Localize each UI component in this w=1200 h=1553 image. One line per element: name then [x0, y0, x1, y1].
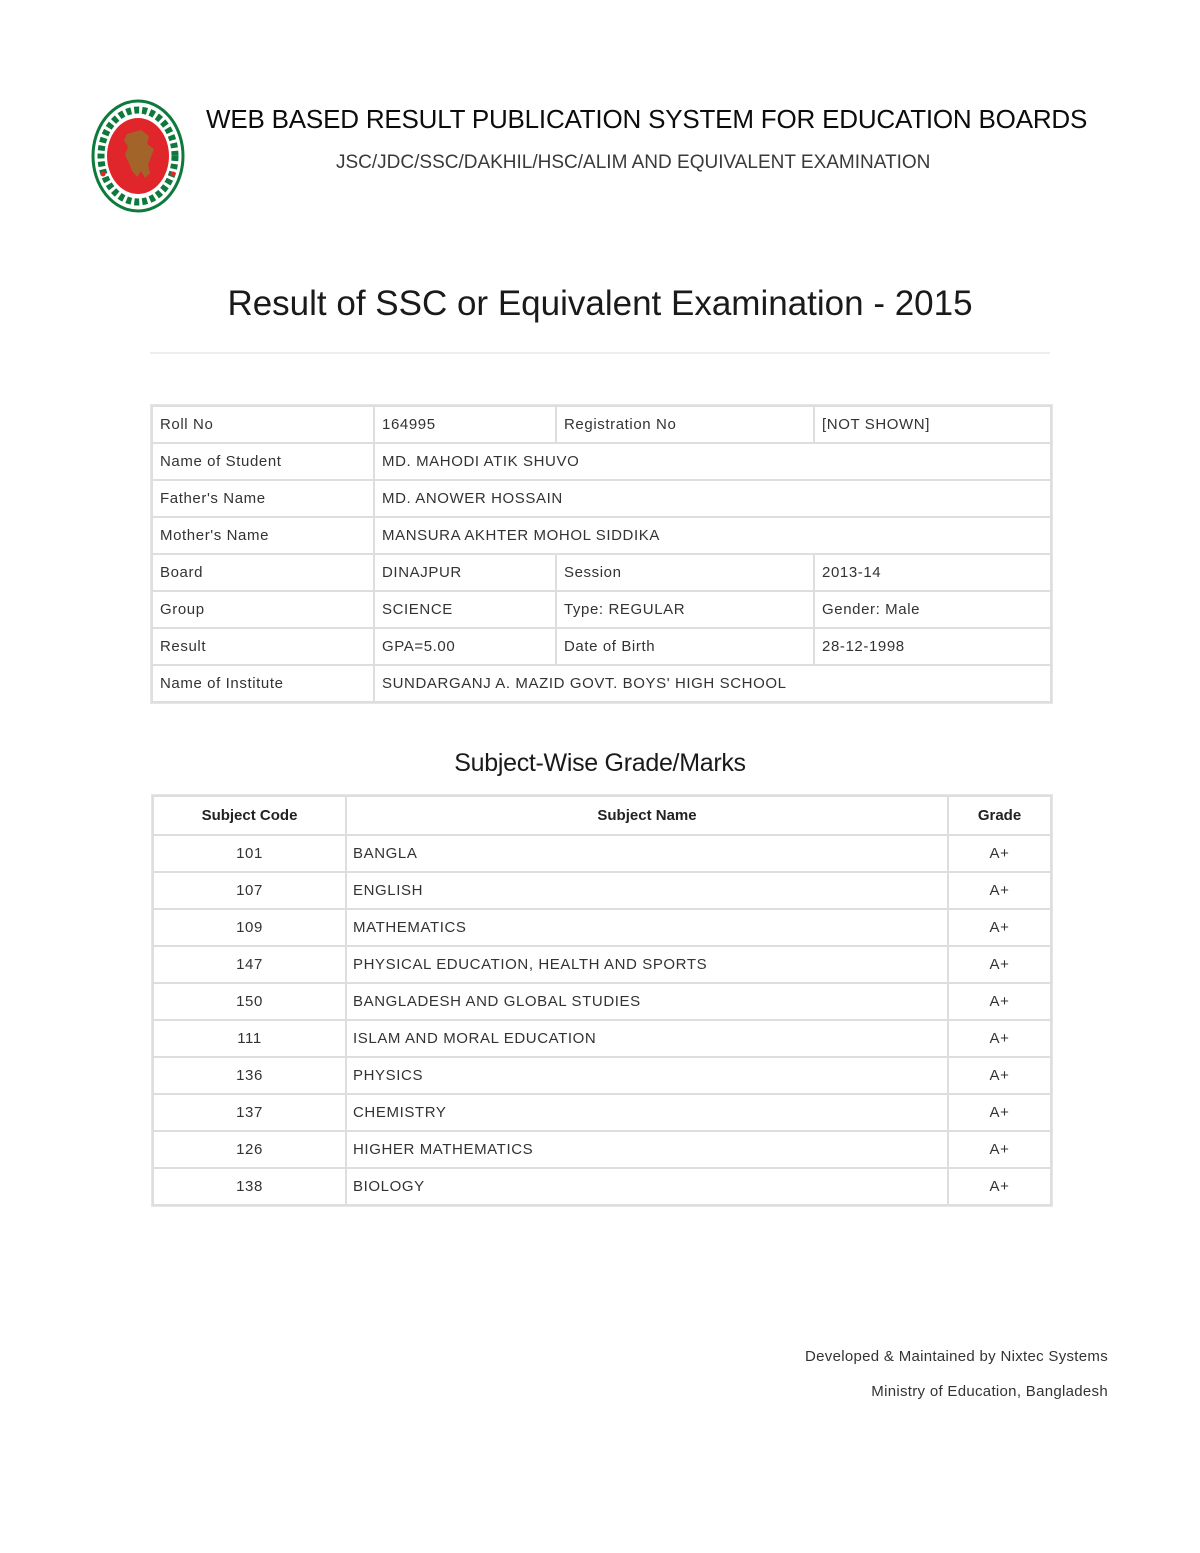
subject-code: 150 — [153, 983, 346, 1020]
exam-type: Type: REGULAR — [556, 591, 814, 628]
institute-value: SUNDARGANJ A. MAZID GOVT. BOYS' HIGH SCHOOL — [374, 665, 1051, 702]
father-name-value: MD. ANOWER HOSSAIN — [374, 480, 1051, 517]
subject-code: 137 — [153, 1094, 346, 1131]
student-info-table — [151, 405, 1052, 703]
subject-grade: A+ — [948, 1131, 1051, 1168]
subject-code: 107 — [153, 872, 346, 909]
subject-name: ENGLISH — [346, 872, 948, 909]
subject-grade: A+ — [948, 1020, 1051, 1057]
footer-developer: Developed & Maintained by Nixtec Systems — [805, 1348, 1108, 1365]
subject-name: PHYSICS — [346, 1057, 948, 1094]
subject-grade: A+ — [948, 872, 1051, 909]
info-row-group — [152, 591, 1051, 628]
footer-ministry: Ministry of Education, Bangladesh — [871, 1383, 1108, 1400]
table-row — [153, 909, 1051, 946]
table-row — [153, 1020, 1051, 1057]
subject-grade: A+ — [948, 835, 1051, 872]
registration-value: [NOT SHOWN] — [814, 406, 1051, 443]
student-name-value: MD. MAHODI ATIK SHUVO — [374, 443, 1051, 480]
subject-name: HIGHER MATHEMATICS — [346, 1131, 948, 1168]
subject-grade: A+ — [948, 1057, 1051, 1094]
subject-grade: A+ — [948, 946, 1051, 983]
header-title: WEB BASED RESULT PUBLICATION SYSTEM FOR EDUCATION BOARDS — [206, 104, 1088, 134]
roll-value: 164995 — [374, 406, 556, 443]
page-title: Result of SSC or Equivalent Examination - 2015 — [227, 284, 973, 323]
subject-code: 138 — [153, 1168, 346, 1205]
group-label: Group — [152, 591, 374, 628]
header-subtitle: JSC/JDC/SSC/DAKHIL/HSC/ALIM AND EQUIVALENT EXAMINATION — [336, 152, 931, 173]
table-row — [153, 946, 1051, 983]
board-value: DINAJPUR — [374, 554, 556, 591]
subjects-header-row — [153, 796, 1051, 835]
subject-name: MATHEMATICS — [346, 909, 948, 946]
table-row — [153, 835, 1051, 872]
subject-grade: A+ — [948, 1094, 1051, 1131]
table-row — [153, 1131, 1051, 1168]
session-label: Session — [556, 554, 814, 591]
subject-code: 101 — [153, 835, 346, 872]
info-row-name — [152, 443, 1051, 480]
dob-label: Date of Birth — [556, 628, 814, 665]
table-row — [153, 1094, 1051, 1131]
subject-name: BIOLOGY — [346, 1168, 948, 1205]
student-name-label: Name of Student — [152, 443, 374, 480]
subject-code: 136 — [153, 1057, 346, 1094]
subject-name: CHEMISTRY — [346, 1094, 948, 1131]
info-row-board — [152, 554, 1051, 591]
subject-name: PHYSICAL EDUCATION, HEALTH AND SPORTS — [346, 946, 948, 983]
group-value: SCIENCE — [374, 591, 556, 628]
subject-code: 109 — [153, 909, 346, 946]
table-row — [153, 1057, 1051, 1094]
institute-label: Name of Institute — [152, 665, 374, 702]
info-row-institute — [152, 665, 1051, 702]
info-row-result — [152, 628, 1051, 665]
father-name-label: Father's Name — [152, 480, 374, 517]
mother-name-label: Mother's Name — [152, 517, 374, 554]
roll-label: Roll No — [152, 406, 374, 443]
table-row — [153, 983, 1051, 1020]
subject-code: 126 — [153, 1131, 346, 1168]
info-row-roll — [152, 406, 1051, 443]
subject-grade: A+ — [948, 983, 1051, 1020]
gender: Gender: Male — [814, 591, 1051, 628]
subject-name: BANGLADESH AND GLOBAL STUDIES — [346, 983, 948, 1020]
title-divider — [150, 352, 1050, 354]
column-header-grade: Grade — [948, 796, 1051, 835]
table-row — [153, 872, 1051, 909]
subject-name: BANGLA — [346, 835, 948, 872]
subject-grade: A+ — [948, 909, 1051, 946]
info-row-mother — [152, 517, 1051, 554]
subjects-table — [152, 795, 1052, 1206]
subject-grade: A+ — [948, 1168, 1051, 1205]
subject-name: ISLAM AND MORAL EDUCATION — [346, 1020, 948, 1057]
dob-value: 28-12-1998 — [814, 628, 1051, 665]
column-header-code: Subject Code — [153, 796, 346, 835]
result-value: GPA=5.00 — [374, 628, 556, 665]
subjects-heading: Subject-Wise Grade/Marks — [454, 749, 746, 777]
column-header-name: Subject Name — [346, 796, 948, 835]
board-label: Board — [152, 554, 374, 591]
info-row-father — [152, 480, 1051, 517]
mother-name-value: MANSURA AKHTER MOHOL SIDDIKA — [374, 517, 1051, 554]
bangladesh-govt-seal-icon — [91, 99, 185, 213]
session-value: 2013-14 — [814, 554, 1051, 591]
registration-label: Registration No — [556, 406, 814, 443]
subject-code: 147 — [153, 946, 346, 983]
subject-code: 111 — [153, 1020, 346, 1057]
result-label: Result — [152, 628, 374, 665]
table-row — [153, 1168, 1051, 1205]
